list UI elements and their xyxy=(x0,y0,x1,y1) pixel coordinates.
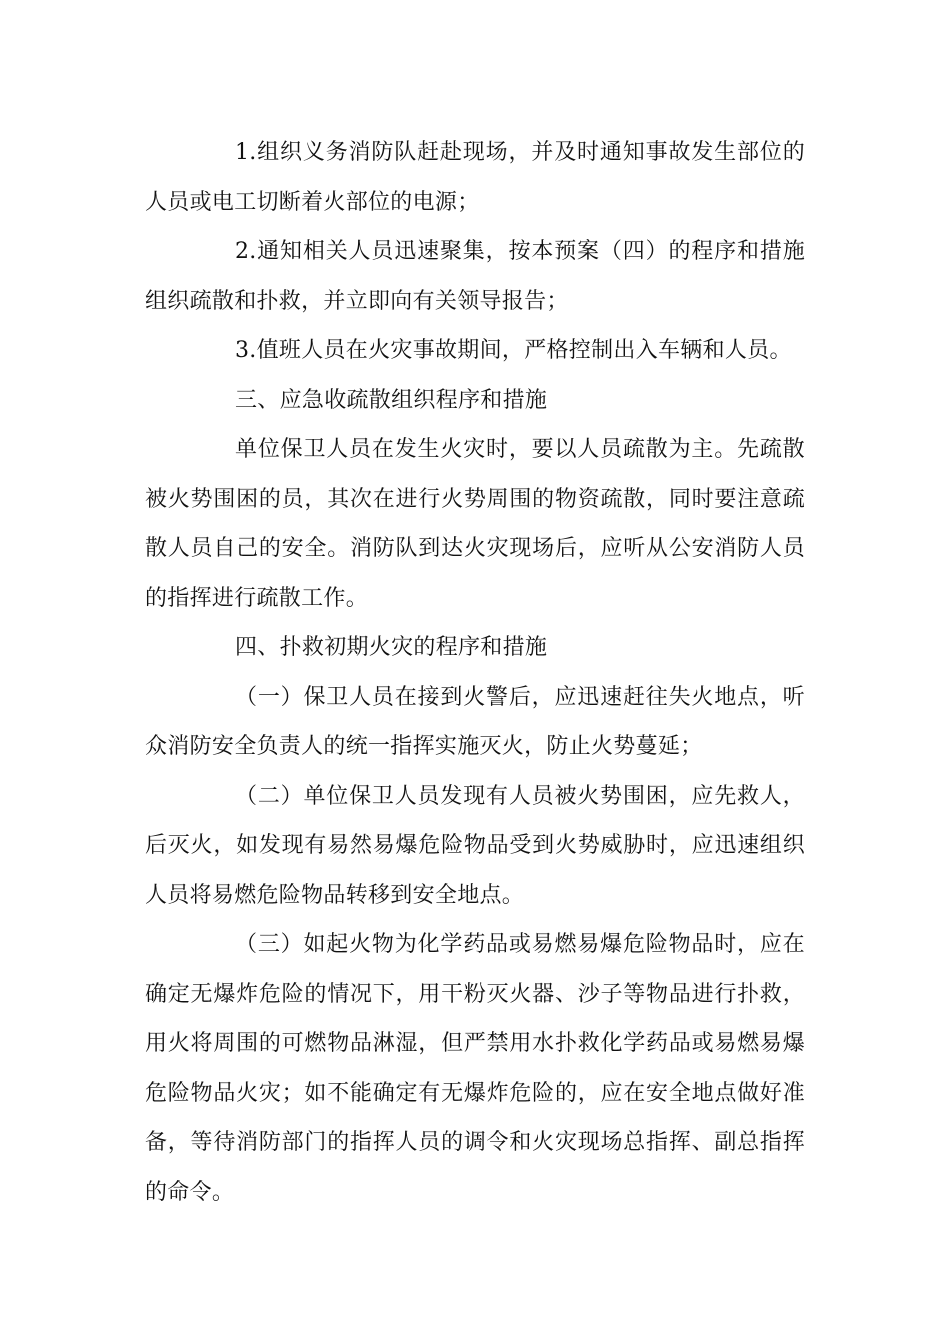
paragraph-line: （二）单位保卫人员发现有人员被火势围困，应先救人， xyxy=(235,784,805,809)
paragraph-line: 用火将周围的可燃物品淋湿，但严禁用水扑救化学药品或易燃易爆 xyxy=(145,1031,805,1056)
paragraph-line: 危险物品火灾；如不能确定有无爆炸危险的，应在安全地点做好准 xyxy=(145,1081,805,1106)
paragraph-line: 人员或电工切断着火部位的电源； xyxy=(145,190,480,215)
paragraph-line: 散人员自己的安全。消防队到达火灾现场后，应听从公安消防人员 xyxy=(145,536,805,561)
paragraph-line: 组织疏散和扑救，并立即向有关领导报告； xyxy=(145,289,569,314)
paragraph-line: 后灭火，如发现有易然易爆危险物品受到火势威胁时，应迅速组织 xyxy=(145,833,805,858)
paragraph-line: 被火势围困的员，其次在进行火势周围的物资疏散，同时要注意疏 xyxy=(145,487,805,512)
section-heading: 三、应急收疏散组织程序和措施 xyxy=(235,388,548,413)
paragraph-line: 2.通知相关人员迅速聚集，按本预案（四）的程序和措施 xyxy=(235,239,805,264)
paragraph-line: 的命令。 xyxy=(145,1180,235,1205)
paragraph-line: （三）如起火物为化学药品或易燃易爆危险物品时，应在 xyxy=(235,932,805,957)
paragraph-line: 单位保卫人员在发生火灾时，要以人员疏散为主。先疏散 xyxy=(235,437,805,462)
paragraph-line: 众消防安全负责人的统一指挥实施灭火，防止火势蔓延； xyxy=(145,734,703,759)
paragraph-line: 确定无爆炸危险的情况下，用干粉灭火器、沙子等物品进行扑救， xyxy=(145,982,805,1007)
paragraph-line: 备，等待消防部门的指挥人员的调令和火灾现场总指挥、副总指挥 xyxy=(145,1130,805,1155)
paragraph-line: 1.组织义务消防队赶赴现场，并及时通知事故发生部位的 xyxy=(235,140,805,165)
section-heading: 四、扑救初期火灾的程序和措施 xyxy=(235,635,548,660)
paragraph-line: 人员将易燃危险物品转移到安全地点。 xyxy=(145,883,525,908)
paragraph-line: 3.值班人员在火灾事故期间，严格控制出入车辆和人员。 xyxy=(235,338,792,363)
paragraph-line: 的指挥进行疏散工作。 xyxy=(145,586,369,611)
paragraph-line: （一）保卫人员在接到火警后，应迅速赶往失火地点，听 xyxy=(235,685,805,710)
